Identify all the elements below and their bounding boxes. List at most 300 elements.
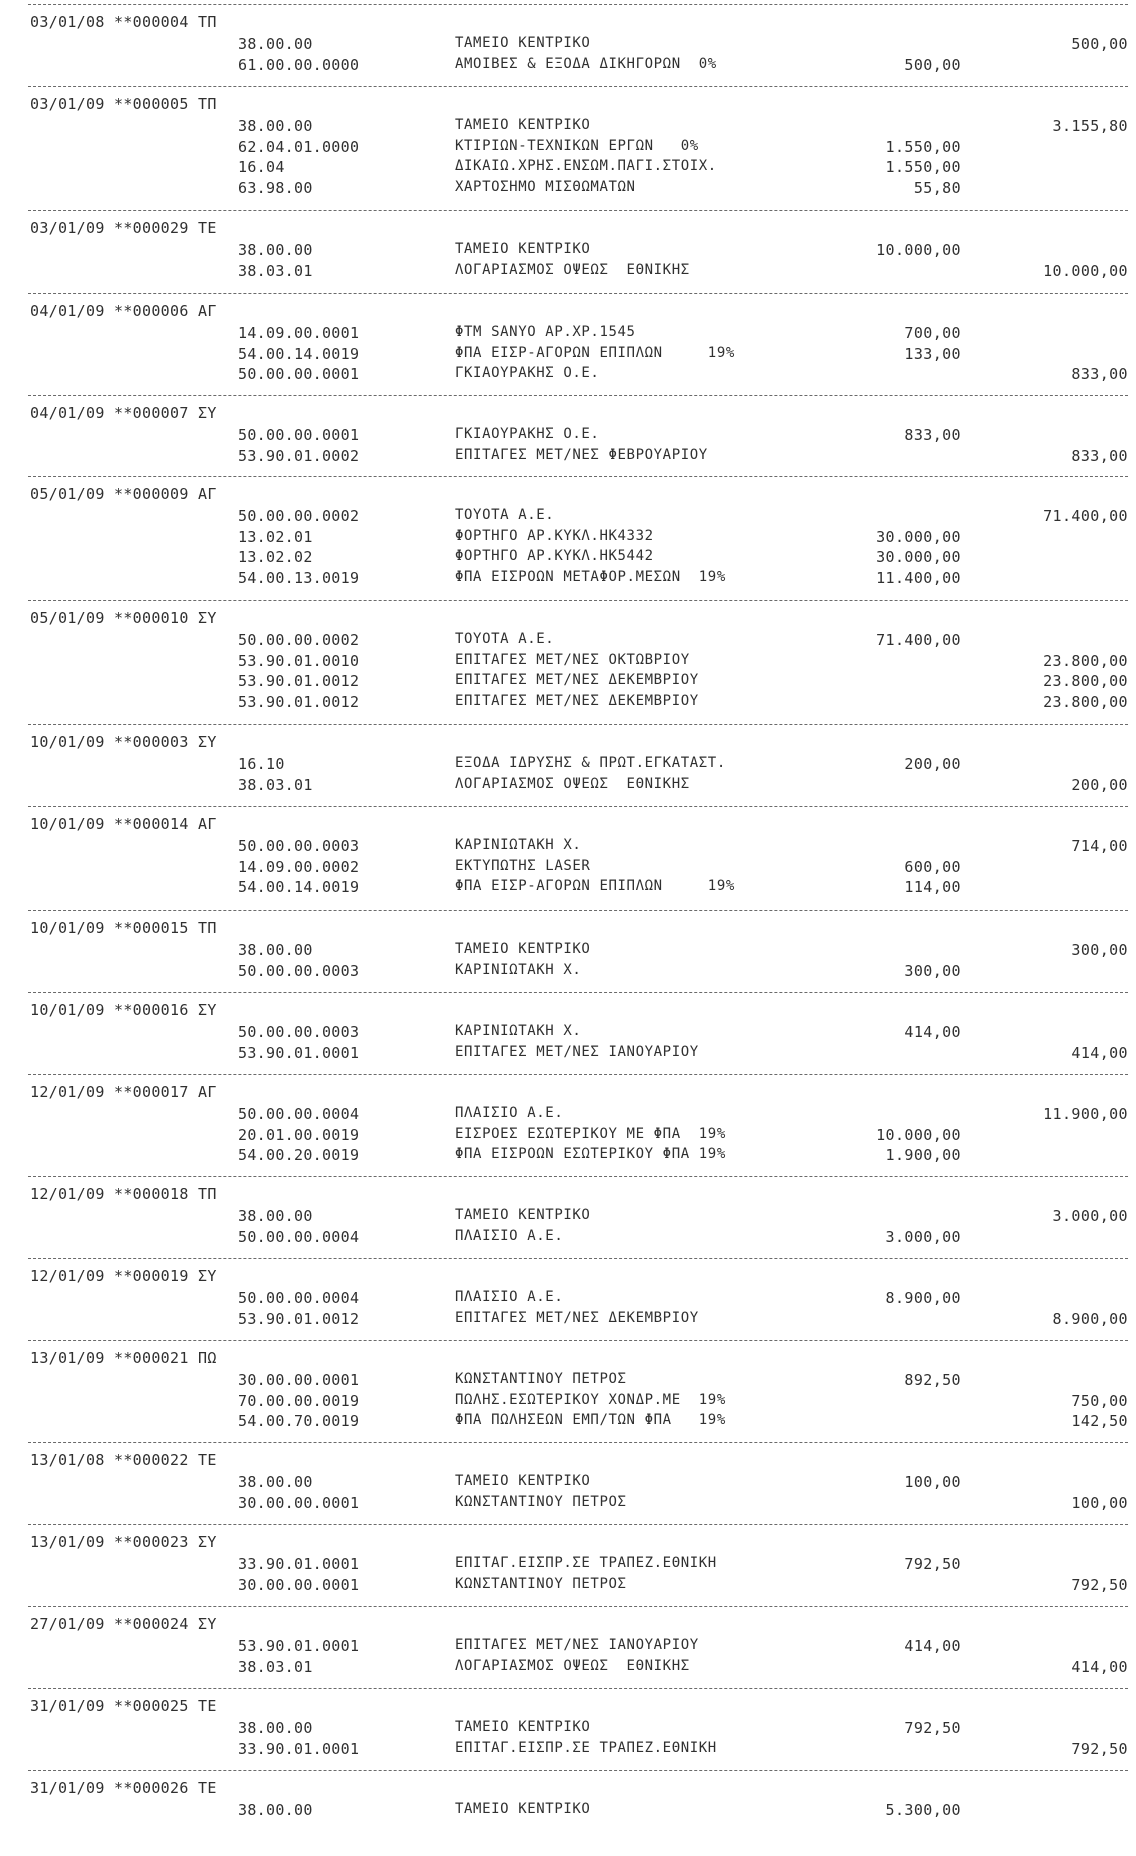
entry-header bbox=[30, 1349, 217, 1367]
entry-separator bbox=[28, 1442, 1128, 1443]
debit-amount: 700,00 bbox=[904, 324, 961, 342]
debit-amount: 8.900,00 bbox=[885, 1289, 961, 1307]
entry-doc: **000006 bbox=[114, 302, 189, 320]
entry-date: 10/01/09 bbox=[30, 919, 105, 937]
posting-line bbox=[0, 1146, 1136, 1166]
entry-doc: **000021 bbox=[114, 1349, 189, 1367]
credit-amount: 71.400,00 bbox=[1043, 507, 1128, 525]
account-code: 38.03.01 bbox=[238, 1657, 313, 1676]
entry-separator bbox=[28, 600, 1128, 601]
entry-header bbox=[30, 95, 217, 113]
posting-line bbox=[0, 1228, 1136, 1248]
credit-amount: 200,00 bbox=[1071, 775, 1128, 794]
account-code: 30.00.00.0001 bbox=[238, 1575, 360, 1594]
account-description: ΕΙΣΡΟΕΣ ΕΣΩΤΕΡΙΚΟΥ ΜΕ ΦΠΑ 19% bbox=[455, 1125, 726, 1142]
posting-line bbox=[0, 262, 1136, 282]
journal-entry bbox=[0, 1766, 1136, 1848]
posting-line bbox=[0, 117, 1136, 137]
entry-separator bbox=[28, 910, 1128, 911]
posting-line bbox=[0, 941, 1136, 961]
posting-line bbox=[0, 878, 1136, 898]
account-code: 70.00.00.0019 bbox=[238, 1391, 360, 1410]
entry-header bbox=[30, 1083, 217, 1101]
entry-type: ΣΥ bbox=[198, 1615, 217, 1633]
entry-header bbox=[30, 485, 217, 503]
entry-separator bbox=[28, 1176, 1128, 1177]
debit-amount: 833,00 bbox=[904, 426, 961, 444]
entry-date: 27/01/09 bbox=[30, 1615, 105, 1633]
entry-header bbox=[30, 1185, 217, 1203]
account-code: 53.90.01.0012 bbox=[238, 672, 360, 690]
account-description: ΕΠΙΤΑΓ.ΕΙΣΠΡ.ΣΕ ΤΡΑΠΕΖ.ΕΘΝΙΚΗ bbox=[455, 1555, 717, 1571]
credit-amount: 833,00 bbox=[1071, 365, 1128, 383]
entry-doc: **000009 bbox=[114, 485, 189, 503]
entry-separator bbox=[28, 1258, 1128, 1259]
posting-line bbox=[0, 179, 1136, 199]
posting-line bbox=[0, 158, 1136, 178]
entry-separator bbox=[28, 1770, 1128, 1771]
account-description: ΕΠΙΤΑΓΕΣ ΜΕΤ/ΝΕΣ ΔΕΚΕΜΒΡΙΟΥ bbox=[455, 672, 699, 688]
posting-line bbox=[0, 693, 1136, 713]
entry-doc: **000023 bbox=[114, 1533, 189, 1551]
account-code: 53.90.01.0010 bbox=[238, 651, 360, 670]
journal-entry bbox=[0, 1602, 1136, 1684]
posting-line bbox=[0, 1207, 1136, 1227]
journal-entry bbox=[0, 1336, 1136, 1430]
account-description: ΚΑΡΙΝΙΩΤΑΚΗ Χ. bbox=[455, 1023, 582, 1039]
posting-line bbox=[0, 1044, 1136, 1064]
entry-date: 13/01/09 bbox=[30, 1349, 105, 1367]
entry-doc: **000019 bbox=[114, 1267, 189, 1285]
posting-line bbox=[0, 365, 1136, 385]
entry-separator bbox=[28, 806, 1128, 807]
account-code: 38.03.01 bbox=[238, 261, 313, 280]
posting-line bbox=[0, 858, 1136, 878]
account-code: 50.00.00.0001 bbox=[238, 365, 360, 383]
entry-header bbox=[30, 1533, 217, 1551]
journal-entry bbox=[0, 906, 1136, 988]
account-description: ΦΟΡΤΗΓΟ ΑΡ.ΚΥΚΛ.ΗΚ5442 bbox=[455, 548, 654, 564]
journal-entry bbox=[0, 1172, 1136, 1254]
debit-amount: 71.400,00 bbox=[876, 631, 961, 649]
account-description: ΤΑΜΕΙΟ ΚΕΝΤΡΙΚΟ bbox=[455, 941, 591, 957]
entry-header bbox=[30, 1779, 217, 1797]
account-description: ΔΙΚΑΙΩ.ΧΡΗΣ.ΕΝΣΩΜ.ΠΑΓΙ.ΣΤΟΙΧ. bbox=[455, 158, 717, 174]
posting-line bbox=[0, 507, 1136, 527]
account-description: ΕΠΙΤΑΓΕΣ ΜΕΤ/ΝΕΣ ΙΑΝΟΥΑΡΙΟΥ bbox=[455, 1043, 699, 1060]
account-description: ΕΞΟΔΑ ΙΔΡΥΣΗΣ & ΠΡΩΤ.ΕΓΚΑΤΑΣΤ. bbox=[455, 755, 726, 771]
account-code: 30.00.00.0001 bbox=[238, 1493, 360, 1512]
posting-line bbox=[0, 1555, 1136, 1575]
posting-line bbox=[0, 652, 1136, 672]
account-description: ΠΛΑΙΣΙΟ Α.Ε. bbox=[455, 1227, 564, 1244]
account-description: ΦΠΑ ΠΩΛΗΣΕΩΝ ΕΜΠ/ΤΩΝ ΦΠΑ 19% bbox=[455, 1412, 726, 1428]
posting-line bbox=[0, 35, 1136, 55]
entry-type: ΣΥ bbox=[198, 1001, 217, 1019]
entry-date: 12/01/09 bbox=[30, 1267, 105, 1285]
entry-header bbox=[30, 302, 217, 320]
account-description: ΧΑΡΤΟΣΗΜΟ ΜΙΣΘΩΜΑΤΩΝ bbox=[455, 178, 636, 195]
entry-header bbox=[30, 1615, 217, 1633]
journal-entry bbox=[0, 1070, 1136, 1164]
entry-type: ΑΓ bbox=[198, 815, 217, 833]
account-code: 50.00.00.0004 bbox=[238, 1289, 360, 1307]
entry-doc: **000010 bbox=[114, 609, 189, 627]
posting-line bbox=[0, 548, 1136, 568]
entry-doc: **000029 bbox=[114, 219, 189, 237]
entry-type: ΠΩ bbox=[198, 1349, 217, 1367]
account-code: 53.90.01.0002 bbox=[238, 446, 360, 465]
posting-line bbox=[0, 1473, 1136, 1493]
entry-date: 05/01/09 bbox=[30, 485, 105, 503]
entry-type: ΣΥ bbox=[198, 404, 217, 422]
account-description: ΚΑΡΙΝΙΩΤΑΚΗ Χ. bbox=[455, 837, 582, 853]
journal-entry bbox=[0, 1520, 1136, 1602]
entry-header bbox=[30, 609, 217, 627]
debit-amount: 114,00 bbox=[904, 878, 961, 896]
debit-amount: 10.000,00 bbox=[876, 1125, 961, 1144]
journal-entry bbox=[0, 720, 1136, 802]
account-description: ΑΜΟΙΒΕΣ & ΕΞΟΔΑ ΔΙΚΗΓΟΡΩΝ 0% bbox=[455, 55, 717, 72]
entry-doc: **000003 bbox=[114, 733, 189, 751]
account-code: 50.00.00.0002 bbox=[238, 631, 360, 649]
entry-doc: **000026 bbox=[114, 1779, 189, 1797]
account-description: ΤΟΥΟΤΑ Α.Ε. bbox=[455, 631, 555, 647]
entry-header bbox=[30, 919, 217, 937]
entry-header bbox=[30, 733, 217, 751]
account-description: ΕΠΙΤΑΓ.ΕΙΣΠΡ.ΣΕ ΤΡΑΠΕΖ.ΕΘΝΙΚΗ bbox=[455, 1739, 717, 1756]
account-code: 54.00.14.0019 bbox=[238, 878, 360, 896]
entry-header bbox=[30, 815, 217, 833]
account-description: ΚΩΝΣΤΑΝΤΙΝΟΥ ΠΕΤΡΟΣ bbox=[455, 1575, 627, 1592]
debit-amount: 133,00 bbox=[904, 344, 961, 363]
debit-amount: 11.400,00 bbox=[876, 568, 961, 587]
entry-doc: **000007 bbox=[114, 404, 189, 422]
entry-type: ΑΓ bbox=[198, 485, 217, 503]
credit-amount: 414,00 bbox=[1071, 1657, 1128, 1676]
debit-amount: 5.300,00 bbox=[885, 1801, 961, 1819]
entry-type: ΤΠ bbox=[198, 919, 217, 937]
posting-line bbox=[0, 528, 1136, 548]
account-code: 38.00.00 bbox=[238, 1473, 313, 1491]
entry-separator bbox=[28, 1340, 1128, 1341]
account-description: ΓΚΙΑΟΥΡΑΚΗΣ Ο.Ε. bbox=[455, 365, 600, 381]
entry-type: ΤΠ bbox=[198, 13, 217, 31]
account-code: 50.00.00.0004 bbox=[238, 1227, 360, 1246]
posting-line bbox=[0, 837, 1136, 857]
entry-date: 13/01/09 bbox=[30, 1533, 105, 1551]
debit-amount: 3.000,00 bbox=[885, 1227, 961, 1246]
entry-doc: **000024 bbox=[114, 1615, 189, 1633]
debit-amount: 414,00 bbox=[904, 1023, 961, 1041]
entry-separator bbox=[28, 293, 1128, 294]
entry-separator bbox=[28, 1524, 1128, 1525]
account-code: 54.00.20.0019 bbox=[238, 1146, 360, 1164]
debit-amount: 792,50 bbox=[904, 1555, 961, 1573]
posting-line bbox=[0, 447, 1136, 467]
debit-amount: 300,00 bbox=[904, 961, 961, 980]
account-code: 13.02.01 bbox=[238, 527, 313, 546]
posting-line bbox=[0, 1023, 1136, 1043]
account-description: ΕΚΤΥΠΩΤΗΣ LASER bbox=[455, 857, 591, 874]
posting-line bbox=[0, 569, 1136, 589]
journal-entry bbox=[0, 472, 1136, 587]
entry-type: ΑΓ bbox=[198, 1083, 217, 1101]
entry-type: ΤΠ bbox=[198, 1185, 217, 1203]
entry-type: ΣΥ bbox=[198, 733, 217, 751]
entry-doc: **000004 bbox=[114, 13, 189, 31]
account-description: ΤΑΜΕΙΟ ΚΕΝΤΡΙΚΟ bbox=[455, 241, 591, 257]
account-code: 61.00.00.0000 bbox=[238, 55, 360, 74]
entry-type: ΤΠ bbox=[198, 95, 217, 113]
posting-line bbox=[0, 1494, 1136, 1514]
entry-separator bbox=[28, 992, 1128, 993]
journal-entry bbox=[0, 988, 1136, 1070]
account-description: ΠΛΑΙΣΙΟ Α.Ε. bbox=[455, 1105, 564, 1121]
account-code: 50.00.00.0003 bbox=[238, 837, 360, 855]
account-description: ΤΑΜΕΙΟ ΚΕΝΤΡΙΚΟ bbox=[455, 1473, 591, 1489]
entry-header bbox=[30, 1267, 217, 1285]
credit-amount: 300,00 bbox=[1071, 941, 1128, 959]
account-code: 33.90.01.0001 bbox=[238, 1739, 360, 1758]
entry-doc: **000022 bbox=[114, 1451, 189, 1469]
journal-entry bbox=[0, 1438, 1136, 1520]
entry-date: 03/01/08 bbox=[30, 13, 105, 31]
account-description: ΤΑΜΕΙΟ ΚΕΝΤΡΙΚΟ bbox=[455, 35, 591, 51]
account-code: 54.00.70.0019 bbox=[238, 1412, 360, 1430]
account-code: 38.00.00 bbox=[238, 117, 313, 135]
posting-line bbox=[0, 345, 1136, 365]
account-description: ΦΠΑ ΕΙΣΡ-ΑΓΟΡΩΝ ΕΠΙΠΛΩΝ 19% bbox=[455, 344, 735, 361]
account-code: 53.90.01.0012 bbox=[238, 1309, 360, 1328]
journal-entry bbox=[0, 206, 1136, 288]
debit-amount: 892,50 bbox=[904, 1371, 961, 1389]
account-description: ΕΠΙΤΑΓΕΣ ΜΕΤ/ΝΕΣ ΟΚΤΩΒΡΙΟΥ bbox=[455, 651, 690, 668]
entry-date: 05/01/09 bbox=[30, 609, 105, 627]
posting-line bbox=[0, 324, 1136, 344]
entry-date: 31/01/09 bbox=[30, 1779, 105, 1797]
posting-line bbox=[0, 1289, 1136, 1309]
account-code: 38.00.00 bbox=[238, 35, 313, 53]
account-description: ΛΟΓΑΡΙΑΣΜΟΣ ΟΨΕΩΣ ΕΘΝΙΚΗΣ bbox=[455, 775, 690, 792]
account-description: ΕΠΙΤΑΓΕΣ ΜΕΤ/ΝΕΣ ΙΑΝΟΥΑΡΙΟΥ bbox=[455, 1637, 699, 1653]
posting-line bbox=[0, 138, 1136, 158]
journal-entry bbox=[0, 596, 1136, 711]
entry-header bbox=[30, 1697, 217, 1715]
entry-type: ΣΥ bbox=[198, 1533, 217, 1551]
posting-line bbox=[0, 631, 1136, 651]
credit-amount: 750,00 bbox=[1071, 1391, 1128, 1410]
entry-type: ΤΕ bbox=[198, 219, 217, 237]
credit-amount: 792,50 bbox=[1071, 1739, 1128, 1758]
entry-date: 03/01/09 bbox=[30, 95, 105, 113]
entry-separator bbox=[28, 476, 1128, 477]
account-description: ΛΟΓΑΡΙΑΣΜΟΣ ΟΨΕΩΣ ΕΘΝΙΚΗΣ bbox=[455, 1657, 690, 1674]
account-code: 54.00.13.0019 bbox=[238, 568, 360, 587]
posting-line bbox=[0, 1719, 1136, 1739]
posting-line bbox=[0, 672, 1136, 692]
credit-amount: 100,00 bbox=[1071, 1493, 1128, 1512]
account-code: 38.00.00 bbox=[238, 941, 313, 959]
entry-date: 13/01/08 bbox=[30, 1451, 105, 1469]
entry-date: 10/01/09 bbox=[30, 815, 105, 833]
account-description: ΦΟΡΤΗΓΟ ΑΡ.ΚΥΚΛ.ΗΚ4332 bbox=[455, 527, 654, 544]
posting-line bbox=[0, 1412, 1136, 1432]
account-code: 13.02.02 bbox=[238, 548, 313, 566]
account-description: ΦΠΑ ΕΙΣΡΟΩΝ ΜΕΤΑΦΟΡ.ΜΕΣΩΝ 19% bbox=[455, 568, 726, 585]
account-code: 63.98.00 bbox=[238, 178, 313, 197]
entry-doc: **000005 bbox=[114, 95, 189, 113]
entry-date: 31/01/09 bbox=[30, 1697, 105, 1715]
account-description: ΤΟΥΟΤΑ Α.Ε. bbox=[455, 507, 555, 523]
debit-amount: 1.550,00 bbox=[885, 137, 961, 156]
entry-header bbox=[30, 404, 217, 422]
posting-line bbox=[0, 1371, 1136, 1391]
account-description: ΕΠΙΤΑΓΕΣ ΜΕΤ/ΝΕΣ ΦΕΒΡΟΥΑΡΙΟΥ bbox=[455, 446, 708, 463]
account-code: 53.90.01.0001 bbox=[238, 1637, 360, 1655]
entry-separator bbox=[28, 395, 1128, 396]
account-description: ΤΑΜΕΙΟ ΚΕΝΤΡΙΚΟ bbox=[455, 1207, 591, 1223]
account-description: ΠΛΑΙΣΙΟ Α.Ε. bbox=[455, 1289, 564, 1305]
account-code: 16.10 bbox=[238, 755, 285, 773]
account-code: 30.00.00.0001 bbox=[238, 1371, 360, 1389]
entry-separator bbox=[28, 1606, 1128, 1607]
journal-entry bbox=[0, 289, 1136, 383]
account-description: ΚΩΝΣΤΑΝΤΙΝΟΥ ΠΕΤΡΟΣ bbox=[455, 1371, 627, 1387]
account-description: ΕΠΙΤΑΓΕΣ ΜΕΤ/ΝΕΣ ΔΕΚΕΜΒΡΙΟΥ bbox=[455, 1309, 699, 1326]
account-description: ΤΑΜΕΙΟ ΚΕΝΤΡΙΚΟ bbox=[455, 1719, 591, 1735]
credit-amount: 792,50 bbox=[1071, 1575, 1128, 1594]
posting-line bbox=[0, 1576, 1136, 1596]
posting-line bbox=[0, 1310, 1136, 1330]
posting-line bbox=[0, 755, 1136, 775]
journal-entry bbox=[0, 82, 1136, 197]
credit-amount: 23.800,00 bbox=[1043, 692, 1128, 711]
debit-amount: 414,00 bbox=[904, 1637, 961, 1655]
entry-date: 03/01/09 bbox=[30, 219, 105, 237]
account-description: ΛΟΓΑΡΙΑΣΜΟΣ ΟΨΕΩΣ ΕΘΝΙΚΗΣ bbox=[455, 261, 690, 278]
account-description: ΦΠΑ ΕΙΣΡΟΩΝ ΕΣΩΤΕΡΙΚΟΥ ΦΠΑ 19% bbox=[455, 1146, 726, 1162]
entry-type: ΤΕ bbox=[198, 1451, 217, 1469]
account-description: ΕΠΙΤΑΓΕΣ ΜΕΤ/ΝΕΣ ΔΕΚΕΜΒΡΙΟΥ bbox=[455, 692, 699, 709]
account-description: ΓΚΙΑΟΥΡΑΚΗΣ Ο.Ε. bbox=[455, 426, 600, 442]
entry-doc: **000025 bbox=[114, 1697, 189, 1715]
account-code: 16.04 bbox=[238, 158, 285, 176]
journal-entry bbox=[0, 1254, 1136, 1336]
credit-amount: 142,50 bbox=[1071, 1412, 1128, 1430]
entry-separator bbox=[28, 210, 1128, 211]
credit-amount: 23.800,00 bbox=[1043, 672, 1128, 690]
account-code: 53.90.01.0012 bbox=[238, 692, 360, 711]
credit-amount: 3.155,80 bbox=[1052, 117, 1128, 135]
posting-line bbox=[0, 56, 1136, 76]
credit-amount: 10.000,00 bbox=[1043, 261, 1128, 280]
credit-amount: 23.800,00 bbox=[1043, 651, 1128, 670]
entry-header bbox=[30, 1451, 217, 1469]
entry-date: 10/01/09 bbox=[30, 1001, 105, 1019]
account-description: ΚΑΡΙΝΙΩΤΑΚΗ Χ. bbox=[455, 961, 582, 978]
entry-date: 04/01/09 bbox=[30, 404, 105, 422]
credit-amount: 8.900,00 bbox=[1052, 1309, 1128, 1328]
debit-amount: 100,00 bbox=[904, 1473, 961, 1491]
entry-doc: **000018 bbox=[114, 1185, 189, 1203]
posting-line bbox=[0, 1126, 1136, 1146]
account-code: 53.90.01.0001 bbox=[238, 1043, 360, 1062]
account-code: 14.09.00.0001 bbox=[238, 324, 360, 342]
credit-amount: 500,00 bbox=[1071, 35, 1128, 53]
entry-header bbox=[30, 219, 217, 237]
posting-line bbox=[0, 1740, 1136, 1760]
entry-doc: **000017 bbox=[114, 1083, 189, 1101]
account-code: 50.00.00.0003 bbox=[238, 961, 360, 980]
account-description: ΤΑΜΕΙΟ ΚΕΝΤΡΙΚΟ bbox=[455, 1801, 591, 1817]
entry-doc: **000015 bbox=[114, 919, 189, 937]
account-description: ΦΠΑ ΕΙΣΡ-ΑΓΟΡΩΝ ΕΠΙΠΛΩΝ 19% bbox=[455, 878, 735, 894]
entry-type: ΑΓ bbox=[198, 302, 217, 320]
account-code: 38.00.00 bbox=[238, 1801, 313, 1819]
posting-line bbox=[0, 426, 1136, 446]
entry-header bbox=[30, 13, 217, 31]
posting-line bbox=[0, 962, 1136, 982]
journal-entry bbox=[0, 0, 1136, 82]
entry-type: ΣΥ bbox=[198, 1267, 217, 1285]
journal-entry bbox=[0, 1684, 1136, 1766]
entry-separator bbox=[28, 724, 1128, 725]
entry-doc: **000016 bbox=[114, 1001, 189, 1019]
debit-amount: 200,00 bbox=[904, 755, 961, 773]
credit-amount: 414,00 bbox=[1071, 1043, 1128, 1062]
entry-separator bbox=[28, 1688, 1128, 1689]
account-code: 50.00.00.0004 bbox=[238, 1105, 360, 1123]
account-code: 38.00.00 bbox=[238, 241, 313, 259]
debit-amount: 600,00 bbox=[904, 857, 961, 876]
debit-amount: 55,80 bbox=[913, 178, 961, 197]
posting-line bbox=[0, 1105, 1136, 1125]
account-code: 33.90.01.0001 bbox=[238, 1555, 360, 1573]
credit-amount: 714,00 bbox=[1071, 837, 1128, 855]
account-code: 38.03.01 bbox=[238, 775, 313, 794]
entry-type: ΣΥ bbox=[198, 609, 217, 627]
debit-amount: 30.000,00 bbox=[876, 548, 961, 566]
account-description: ΤΑΜΕΙΟ ΚΕΝΤΡΙΚΟ bbox=[455, 117, 591, 133]
account-code: 20.01.00.0019 bbox=[238, 1125, 360, 1144]
account-code: 38.00.00 bbox=[238, 1207, 313, 1225]
debit-amount: 792,50 bbox=[904, 1719, 961, 1737]
entry-doc: **000014 bbox=[114, 815, 189, 833]
debit-amount: 1.550,00 bbox=[885, 158, 961, 176]
account-description: ΚΤΙΡΙΩΝ-ΤΕΧΝΙΚΩΝ ΕΡΓΩΝ 0% bbox=[455, 137, 699, 154]
account-code: 50.00.00.0002 bbox=[238, 507, 360, 525]
account-code: 54.00.14.0019 bbox=[238, 344, 360, 363]
posting-line bbox=[0, 1658, 1136, 1678]
account-code: 50.00.00.0003 bbox=[238, 1023, 360, 1041]
account-code: 50.00.00.0001 bbox=[238, 426, 360, 444]
posting-line bbox=[0, 1637, 1136, 1657]
entry-date: 12/01/09 bbox=[30, 1185, 105, 1203]
posting-line bbox=[0, 241, 1136, 261]
account-code: 38.00.00 bbox=[238, 1719, 313, 1737]
debit-amount: 500,00 bbox=[904, 55, 961, 74]
entry-separator bbox=[28, 86, 1128, 87]
posting-line bbox=[0, 1801, 1136, 1821]
account-code: 14.09.00.0002 bbox=[238, 857, 360, 876]
entry-separator bbox=[28, 1074, 1128, 1075]
account-description: ΠΩΛΗΣ.ΕΣΩΤΕΡΙΚΟΥ ΧΟΝΔΡ.ΜΕ 19% bbox=[455, 1391, 726, 1408]
account-description: ΚΩΝΣΤΑΝΤΙΝΟΥ ΠΕΤΡΟΣ bbox=[455, 1493, 627, 1510]
credit-amount: 11.900,00 bbox=[1043, 1105, 1128, 1123]
entry-date: 10/01/09 bbox=[30, 733, 105, 751]
entry-date: 04/01/09 bbox=[30, 302, 105, 320]
